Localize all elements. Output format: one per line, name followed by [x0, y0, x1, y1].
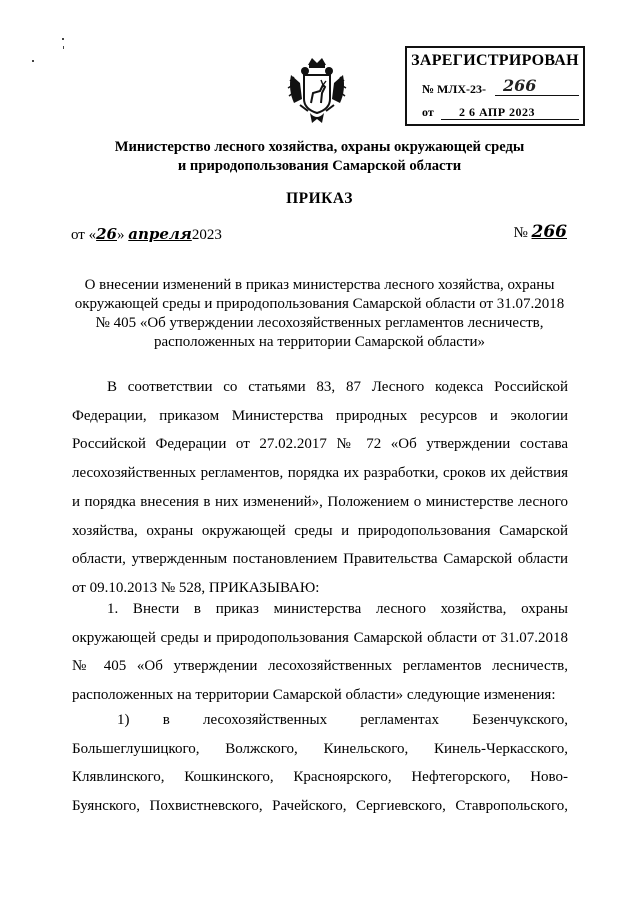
ministry-line-2: и природопользования Самарской области	[177, 158, 462, 174]
order-date	[71, 225, 222, 244]
scan-speck	[32, 60, 34, 62]
order-number	[513, 222, 567, 242]
scan-speck	[62, 38, 64, 40]
stamp-number-handwritten: 266	[503, 76, 537, 95]
ministry-name	[0, 138, 639, 176]
body-paragraph-item-1: 1. Внести в приказ министерства лесного хозяйства, охраны окружающей среды и природопользования Самарской области от 31.07.2018 № 405 «Об утверждении лесохозяйственных регламентов лесничеств, расположенных на территории Самарской области» следующие изменения:	[72, 601, 568, 704]
stamp-date-prefix: от	[422, 105, 434, 119]
scan-speck	[63, 46, 64, 49]
stamp-number-underline	[495, 95, 579, 96]
date-month-handwritten: апреля	[128, 225, 192, 243]
date-mid: »	[116, 227, 129, 243]
date-year: 2023	[191, 227, 222, 243]
order-subject	[0, 276, 639, 352]
subject-line-4: расположенных на территории Самарской области»	[153, 334, 486, 350]
stamp-date-value: 2 6 АПР 2023	[459, 105, 536, 119]
body-paragraph-subitem-1: 1) в лесохозяйственных регламентах Безенчукского, Большеглушицкого, Волжского, Кинельского, Кинель-Черкасского, Клявлинского, Кошкинского, Красноярского, Нефтегорского, Ново-Буянского, Похвистневского, Рачейского, Сергиевского, Ставропольского,	[72, 712, 568, 815]
stamp-date-underline	[441, 119, 579, 120]
date-prefix: от «	[71, 227, 97, 243]
order-number-prefix: №	[513, 225, 532, 241]
subject-line-1: О внесении изменений в приказ министерства лесного хозяйства, охраны	[84, 277, 555, 293]
stamp-number-prefix: № МЛХ-23-	[422, 82, 486, 96]
ministry-line-1: Министерство лесного хозяйства, охраны окружающей среды	[114, 139, 525, 155]
document-type-title: ПРИКАЗ	[286, 190, 353, 207]
subject-line-3: № 405 «Об утверждении лесохозяйственных регламентов лесничеств,	[95, 315, 544, 331]
registration-stamp	[405, 46, 585, 126]
date-day-handwritten: 26	[96, 225, 117, 243]
subject-line-2: окружающей среды и природопользования Самарской области от 31.07.2018	[74, 296, 565, 312]
coat-of-arms-emblem	[286, 55, 348, 127]
body-paragraph-preamble: В соответствии со статьями 83, 87 Лесного кодекса Российской Федерации, приказом Министерства природных ресурсов и экологии Российской Федерации от 27.02.2017 № 72 «Об утверждении состава лесохозяйственных регламентов, порядка их разработки, сроков их действия и порядка внесения в них изменений», Положением о министерстве лесного хозяйства, охраны окружающей среды и природопользования Самарской области, утвержденным постановлением Правительства Самарской области от 09.10.2013 № 528, ПРИКАЗЫВАЮ:	[72, 379, 568, 596]
stamp-title: ЗАРЕГИСТРИРОВАН	[411, 52, 579, 69]
order-number-handwritten: 266	[531, 222, 567, 242]
